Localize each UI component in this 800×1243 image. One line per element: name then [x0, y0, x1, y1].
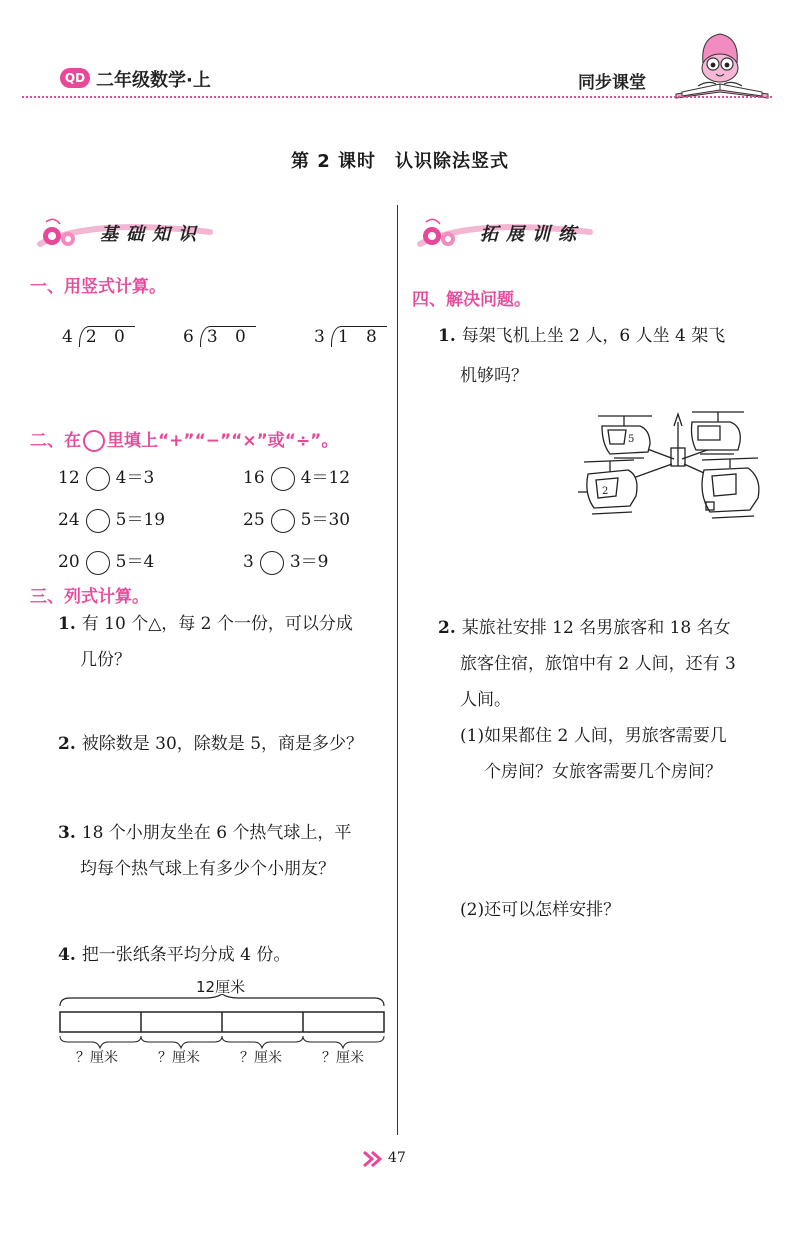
equation-6	[243, 547, 328, 575]
question-text: 18 个小朋友坐在 6 个热气球上，平	[81, 823, 352, 843]
svg-text:5: 5	[628, 434, 635, 445]
operand-a: 24	[58, 510, 80, 530]
section-1-title: 一、用竖式计算。	[30, 277, 166, 297]
operand-a: 3	[243, 552, 254, 572]
divisor: 6	[183, 327, 200, 347]
operand-a: 12	[58, 468, 80, 488]
operator-blank[interactable]	[86, 509, 110, 533]
section-banner-basics	[30, 212, 220, 252]
long-division-2	[183, 326, 256, 347]
total-brace	[60, 994, 384, 1006]
section-2-title-a: 二、在	[30, 431, 81, 451]
banner-label: 基础知识	[100, 224, 204, 245]
operator-blank[interactable]	[271, 467, 295, 491]
dividend: 2 0	[79, 326, 135, 347]
divisor: 4	[62, 327, 79, 347]
section-3-title: 三、列式计算。	[30, 587, 149, 607]
question-text-cont: 人间。	[460, 690, 511, 710]
dividend: 3 0	[200, 326, 256, 347]
mascot-book-icon	[668, 28, 778, 100]
question-4-1	[438, 318, 778, 394]
operand-a: 20	[58, 552, 80, 572]
divisor: 3	[314, 327, 331, 347]
question-3-2	[58, 726, 393, 762]
operator-blank[interactable]	[260, 551, 284, 575]
question-text: 每架飞机上坐 2 人，6 人坐 4 架飞	[461, 326, 726, 346]
segment-label: ？厘米	[76, 1050, 118, 1066]
equation-2	[243, 463, 350, 491]
operand-b: 4＝12	[300, 468, 351, 488]
question-number: 3.	[58, 823, 76, 843]
operator-blank[interactable]	[271, 509, 295, 533]
column-divider	[397, 205, 398, 1135]
segment-label: ？厘米	[158, 1050, 200, 1066]
equation-4	[243, 505, 350, 533]
question-text-cont: 机够吗？	[460, 366, 528, 386]
question-text: 某旅社安排 12 名男旅客和 18 名女	[461, 618, 731, 638]
lesson-title: 第 2 课时 认识除法竖式	[290, 151, 510, 172]
header-rule	[22, 96, 772, 98]
question-text: 有 10 个△，每 2 个一份，可以分成	[81, 614, 353, 634]
series-badge: QD	[60, 68, 90, 88]
long-division-1	[62, 326, 135, 347]
equation-5	[58, 547, 154, 575]
operand-a: 25	[243, 510, 265, 530]
operand-b: 4＝3	[115, 468, 155, 488]
banner-label: 拓展训练	[480, 224, 584, 245]
operand-a: 16	[243, 468, 265, 488]
question-number: 2.	[438, 618, 456, 638]
series-name: 同步课堂	[578, 73, 646, 93]
operand-b: 5＝19	[115, 510, 166, 530]
question-3-1	[58, 606, 393, 678]
operator-blank[interactable]	[86, 467, 110, 491]
operand-b: 5＝4	[115, 552, 155, 572]
sub-question-1: (1)如果都住 2 人间，男旅客需要几	[460, 726, 727, 746]
sub-question-2: (2)还可以怎样安排？	[460, 900, 621, 920]
question-4-2	[438, 610, 778, 790]
segment-label: ？厘米	[322, 1050, 364, 1066]
section-2-title-b: 里填上“+”“−”“×”或“÷”。	[107, 431, 339, 451]
section-banner-extension	[410, 212, 600, 252]
long-division-3	[314, 326, 387, 347]
section-4-title: 四、解决问题。	[412, 290, 531, 310]
dividend: 1 8	[331, 326, 387, 347]
question-number: 4.	[58, 945, 76, 965]
double-chevron-right-icon	[362, 1150, 384, 1168]
paper-strip-diagram	[56, 994, 388, 1050]
question-number: 1.	[58, 614, 76, 634]
question-text: 被除数是 30，除数是 5，商是多少？	[81, 734, 364, 754]
circle-icon	[83, 430, 105, 452]
question-number: 1.	[438, 326, 456, 346]
question-text: 把一张纸条平均分成 4 份。	[81, 945, 291, 965]
page-number: 47	[388, 1150, 406, 1166]
equation-1	[58, 463, 154, 491]
book-title: 二年级数学·上	[96, 70, 211, 91]
segment-label: ？厘米	[240, 1050, 282, 1066]
question-text-cont: 旅客住宿，旅馆中有 2 人间，还有 3	[460, 654, 736, 674]
question-text-cont: 几份？	[80, 650, 131, 670]
question-text-cont: 均每个热气球上有多少个小朋友？	[80, 859, 335, 879]
sub-question-1-cont: 个房间？女旅客需要几个房间？	[484, 762, 722, 782]
operand-b: 5＝30	[300, 510, 351, 530]
question-3-3	[58, 815, 393, 887]
operator-blank[interactable]	[86, 551, 110, 575]
strip-total-label: 12厘米	[196, 978, 246, 996]
equation-3	[58, 505, 165, 533]
question-3-4	[58, 937, 393, 973]
operand-b: 3＝9	[289, 552, 329, 572]
helicopter-carousel-illustration	[574, 404, 770, 528]
section-2-title	[30, 426, 338, 452]
question-number: 2.	[58, 734, 76, 754]
svg-text:2: 2	[602, 486, 609, 497]
